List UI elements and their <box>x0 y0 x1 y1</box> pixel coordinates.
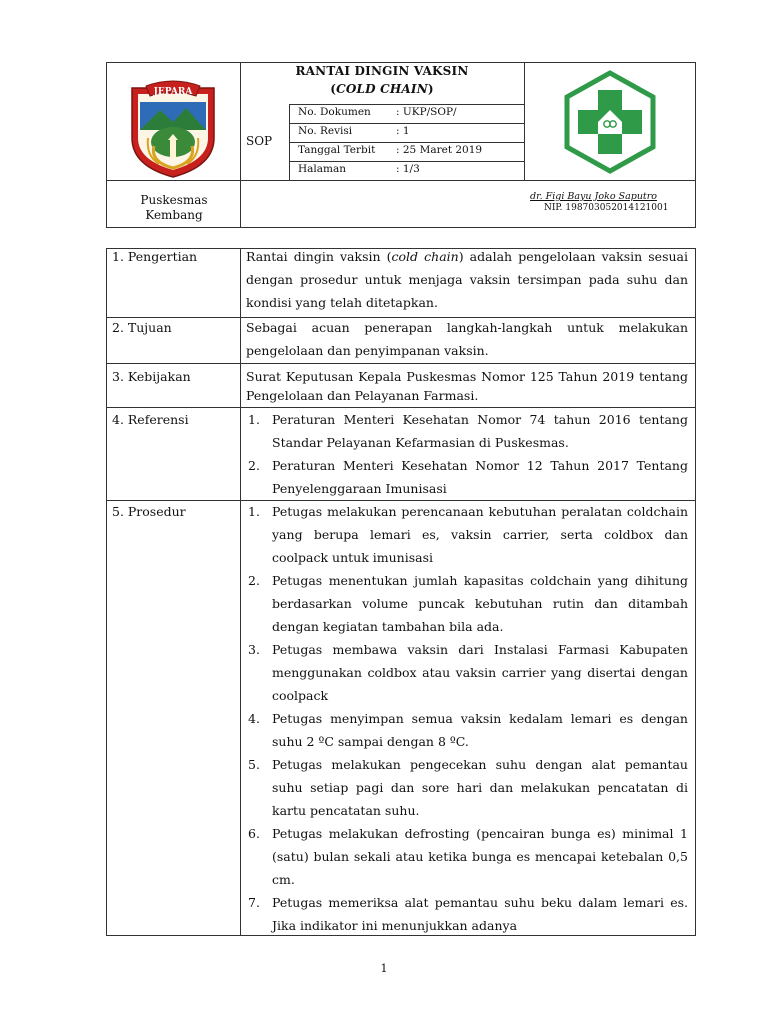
meta-value: : 1 <box>396 125 410 137</box>
header-divider <box>524 62 525 180</box>
section-label-referensi: 4. Referensi <box>112 412 189 427</box>
list-item: 7. Petugas memeriksa alat pemantau suhu beku dalam lemari es. Jika indikator ini menunjukkan adanya <box>248 895 688 933</box>
section-label-prosedur: 5. Prosedur <box>112 504 186 519</box>
column-divider <box>240 248 241 935</box>
meta-label: Halaman <box>298 163 347 175</box>
list-item: 2. Petugas menentukan jumlah kapasitas coldchain yang dihitung berdasarkan volume puncak kebutuhan rutin dan ditambah dengan kegiatan tambahan bila ada. <box>248 573 688 634</box>
header-divider <box>289 104 524 105</box>
section-label-kebijakan: 3. Kebijakan <box>112 369 191 384</box>
content-table <box>106 248 696 935</box>
signatory-name: dr. Figi Bayu Joko Saputro <box>530 191 658 202</box>
signatory-nip: NIP. 198703052014121001 <box>544 203 669 213</box>
section-label-pengertian: 1. Pengertian <box>112 249 198 264</box>
header-divider <box>106 180 695 181</box>
meta-value: : UKP/SOP/ <box>396 106 457 118</box>
meta-value: : 25 Maret 2019 <box>396 144 483 156</box>
document-title: RANTAI DINGIN VAKSIN <box>295 64 469 78</box>
prosedur-list <box>246 500 688 937</box>
list-item: 1. Petugas melakukan perencanaan kebutuhan peralatan coldchain yang berupa lemari es, vaksin carrier, serta coldbox dan coolpack untuk imunisasi <box>248 504 688 565</box>
list-item: 1. Peraturan Menteri Kesehatan Nomor 74 tahun 2016 tentang Standar Pelayanan Kefarmasian di Puskesmas. <box>248 412 688 450</box>
tujuan-text: Sebagai acuan penerapan langkah-langkah untuk melakukan pengelolaan dan penyimpanan vaksin. <box>246 320 688 358</box>
section-label-tujuan: 2. Tujuan <box>112 320 172 335</box>
page-number: 1 <box>380 962 388 975</box>
header-divider <box>289 142 524 143</box>
list-item: 4. Petugas menyimpan semua vaksin kedalam lemari es dengan suhu 2 ºC sampai dengan 8 ºC. <box>248 711 688 749</box>
puskesmas-name-line: Kembang <box>145 208 203 222</box>
kebijakan-text: Surat Keputusan Kepala Puskesmas Nomor 125 Tahun 2019 tentang Pengelolaan dan Pelayanan Farmasi. <box>246 369 688 403</box>
header-table <box>106 62 696 228</box>
list-item: 6. Petugas melakukan defrosting (pencairan bunga es) minimal 1 (satu) bulan sekali atau ketika bunga es mencapai ketebalan 0,5 cm. <box>248 826 688 887</box>
meta-label: No. Revisi <box>298 125 353 137</box>
list-item: 3. Petugas membawa vaksin dari Instalasi Farmasi Kabupaten menggunakan coldbox atau vaksin carrier yang disertai dengan coolpack <box>248 642 688 703</box>
list-item: 5. Petugas melakukan pengecekan suhu dengan alat pemantau suhu setiap pagi dan sore hari dan melakukan pencatatan di kartu pencatatan suhu. <box>248 757 688 818</box>
meta-label: No. Dokumen <box>298 106 371 118</box>
list-item: 2. Peraturan Menteri Kesehatan Nomor 12 Tahun 2017 Tentang Penyelenggaraan Imunisasi <box>248 458 688 496</box>
puskesmas-logo-icon <box>560 70 660 174</box>
meta-label: Tanggal Terbit <box>298 144 376 156</box>
referensi-list <box>246 408 688 500</box>
header-divider <box>289 123 524 124</box>
pengertian-text: Rantai dingin vaksin (cold chain) adalah pengelolaan vaksin sesuai dengan prosedur untuk menjaga vaksin tersimpan pada suhu dan kondisi yang telah ditetapkan. <box>246 249 688 310</box>
puskesmas-name-line: Puskesmas <box>140 193 208 207</box>
document-subtitle: (COLD CHAIN) <box>330 82 434 96</box>
logo-text: JEPARA <box>153 87 193 97</box>
jepara-logo-icon <box>126 80 220 180</box>
row-divider <box>106 363 695 364</box>
header-divider <box>289 161 524 162</box>
meta-value: : 1/3 <box>396 163 420 175</box>
sop-label: SOP <box>246 134 273 148</box>
